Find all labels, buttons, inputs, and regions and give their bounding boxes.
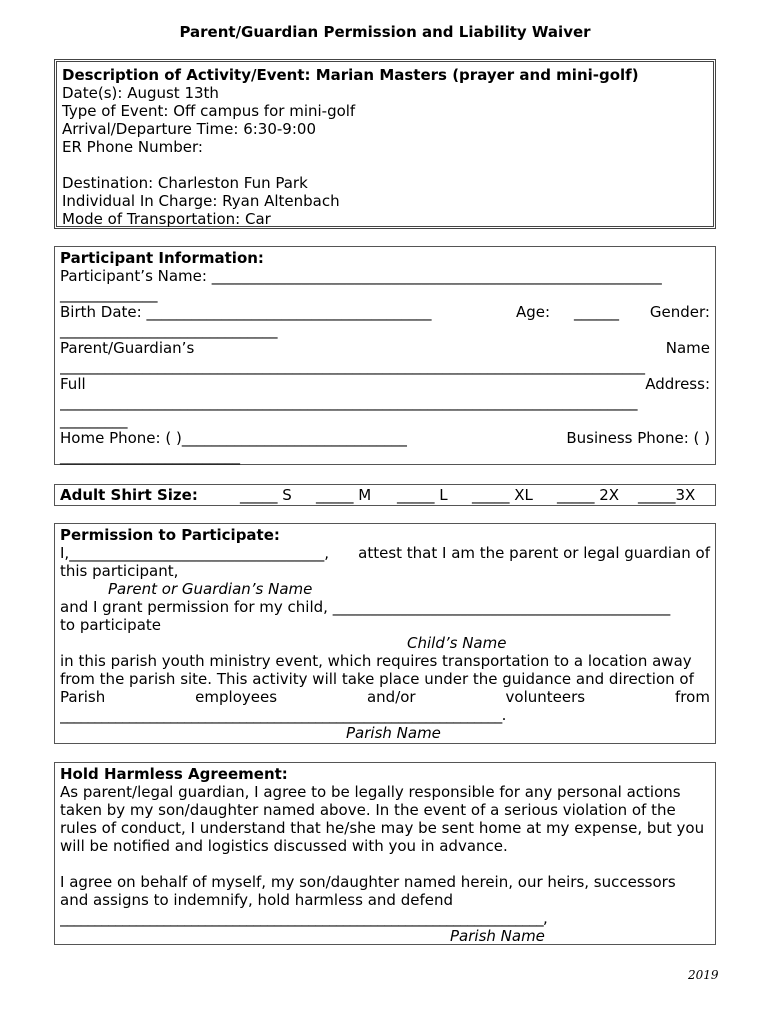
shirt-size-box — [54, 484, 716, 506]
word-from: from — [675, 688, 710, 706]
activity-description-box — [54, 59, 716, 229]
address-label-right: Address: — [645, 375, 710, 393]
harmless-text-5: I agree on behalf of myself, my son/daughter named herein, our heirs, successors — [60, 873, 676, 891]
parent-name-blank[interactable]: I,__________________________________, — [60, 544, 329, 562]
gender-label: Gender: — [649, 303, 710, 321]
harmless-text-6: and assigns to indemnify, hold harmless and defend — [60, 891, 453, 909]
harmless-parish-caption: Parish Name — [450, 927, 545, 945]
harmless-heading: Hold Harmless Agreement: — [60, 765, 288, 783]
parish-name-caption: Parish Name — [346, 724, 441, 742]
address-field[interactable]: _____________________________________________________________________________ — [60, 393, 638, 411]
permission-heading: Permission to Participate: — [60, 526, 280, 544]
permission-box — [54, 523, 716, 744]
participant-name-field-cont[interactable]: _____________ — [60, 285, 158, 303]
gender-field[interactable]: _____________________________ — [60, 321, 278, 339]
permission-text-6: from the parish site. This activity will take place under the guidance and direction of — [60, 670, 694, 688]
participant-name-field[interactable]: Participant’s Name: ____________________________________________________________ — [60, 267, 662, 285]
permission-text-2: this participant, — [60, 562, 179, 580]
shirt-size-label: Adult Shirt Size: — [60, 486, 198, 504]
harmless-text-4: will be notified and logistics discussed with you in advance. — [60, 837, 508, 855]
shirt-option-m[interactable]: _____ M — [316, 486, 372, 504]
harmless-parish-blank[interactable]: ______________________________________________________________________, — [60, 909, 548, 927]
activity-heading: Description of Activity/Event: Marian Masters (prayer and mini-golf) — [62, 66, 639, 84]
birth-date-field[interactable]: Birth Date: ______________________________________ — [60, 303, 432, 321]
harmless-text-3: rules of conduct, I understand that he/she may be sent home at my expense, but you — [60, 819, 705, 837]
activity-type: Type of Event: Off campus for mini-golf — [62, 102, 356, 120]
parent-name-field[interactable]: ______________________________________________________________________________ — [60, 357, 645, 375]
word-parish: Parish — [60, 688, 106, 706]
parent-name-label-left: Parent/Guardian’s — [60, 339, 195, 357]
activity-time: Arrival/Departure Time: 6:30-9:00 — [62, 120, 316, 138]
child-name-caption: Child’s Name — [407, 634, 507, 652]
activity-destination: Destination: Charleston Fun Park — [62, 174, 308, 192]
address-field-cont[interactable]: _________ — [60, 411, 128, 429]
home-phone-field[interactable]: Home Phone: ( )______________________________ — [60, 429, 407, 447]
shirt-option-xl[interactable]: _____ XL — [472, 486, 533, 504]
parent-name-caption: Parent or Guardian’s Name — [108, 580, 313, 598]
hold-harmless-box — [54, 762, 716, 945]
harmless-text-1: As parent/legal guardian, I agree to be legally responsible for any personal actions — [60, 783, 681, 801]
footer-year: 2019 — [688, 968, 719, 982]
permission-text-7 — [60, 688, 710, 706]
activity-dates: Date(s): August 13th — [62, 84, 219, 102]
page-title: Parent/Guardian Permission and Liability Waiver — [179, 23, 591, 41]
permission-text-5: in this parish youth ministry event, which requires transportation to a location away — [60, 652, 692, 670]
shirt-option-3x[interactable]: _____3X — [638, 486, 696, 504]
attest-text: attest that I am the parent or legal guardian of — [358, 544, 710, 562]
parish-name-blank[interactable]: ________________________________________________________________. — [60, 706, 506, 724]
word-volunteers: volunteers — [505, 688, 586, 706]
shirt-option-l[interactable]: _____ L — [397, 486, 448, 504]
activity-transport: Mode of Transportation: Car — [62, 210, 271, 228]
phone-field-cont[interactable]: ________________________ — [60, 447, 240, 465]
activity-er-phone: ER Phone Number: — [62, 138, 203, 156]
business-phone-field[interactable]: Business Phone: ( ) — [566, 429, 710, 447]
shirt-option-s[interactable]: _____ S — [240, 486, 292, 504]
activity-in-charge: Individual In Charge: Ryan Altenbach — [62, 192, 340, 210]
word-employees: employees — [195, 688, 278, 706]
address-label-left: Full — [60, 375, 86, 393]
word-and-or: and/or — [366, 688, 416, 706]
child-name-blank[interactable]: and I grant permission for my child, _____________________________________________ — [60, 598, 671, 616]
participant-info-box — [54, 246, 716, 465]
parent-name-label-right: Name — [665, 339, 710, 357]
participant-heading: Participant Information: — [60, 249, 264, 267]
permission-text-4: to participate — [60, 616, 161, 634]
age-field[interactable]: ______ — [574, 303, 619, 321]
harmless-text-2: taken by my son/daughter named above. In the event of a serious violation of the — [60, 801, 676, 819]
age-label: Age: — [516, 303, 551, 321]
shirt-option-2x[interactable]: _____ 2X — [557, 486, 620, 504]
